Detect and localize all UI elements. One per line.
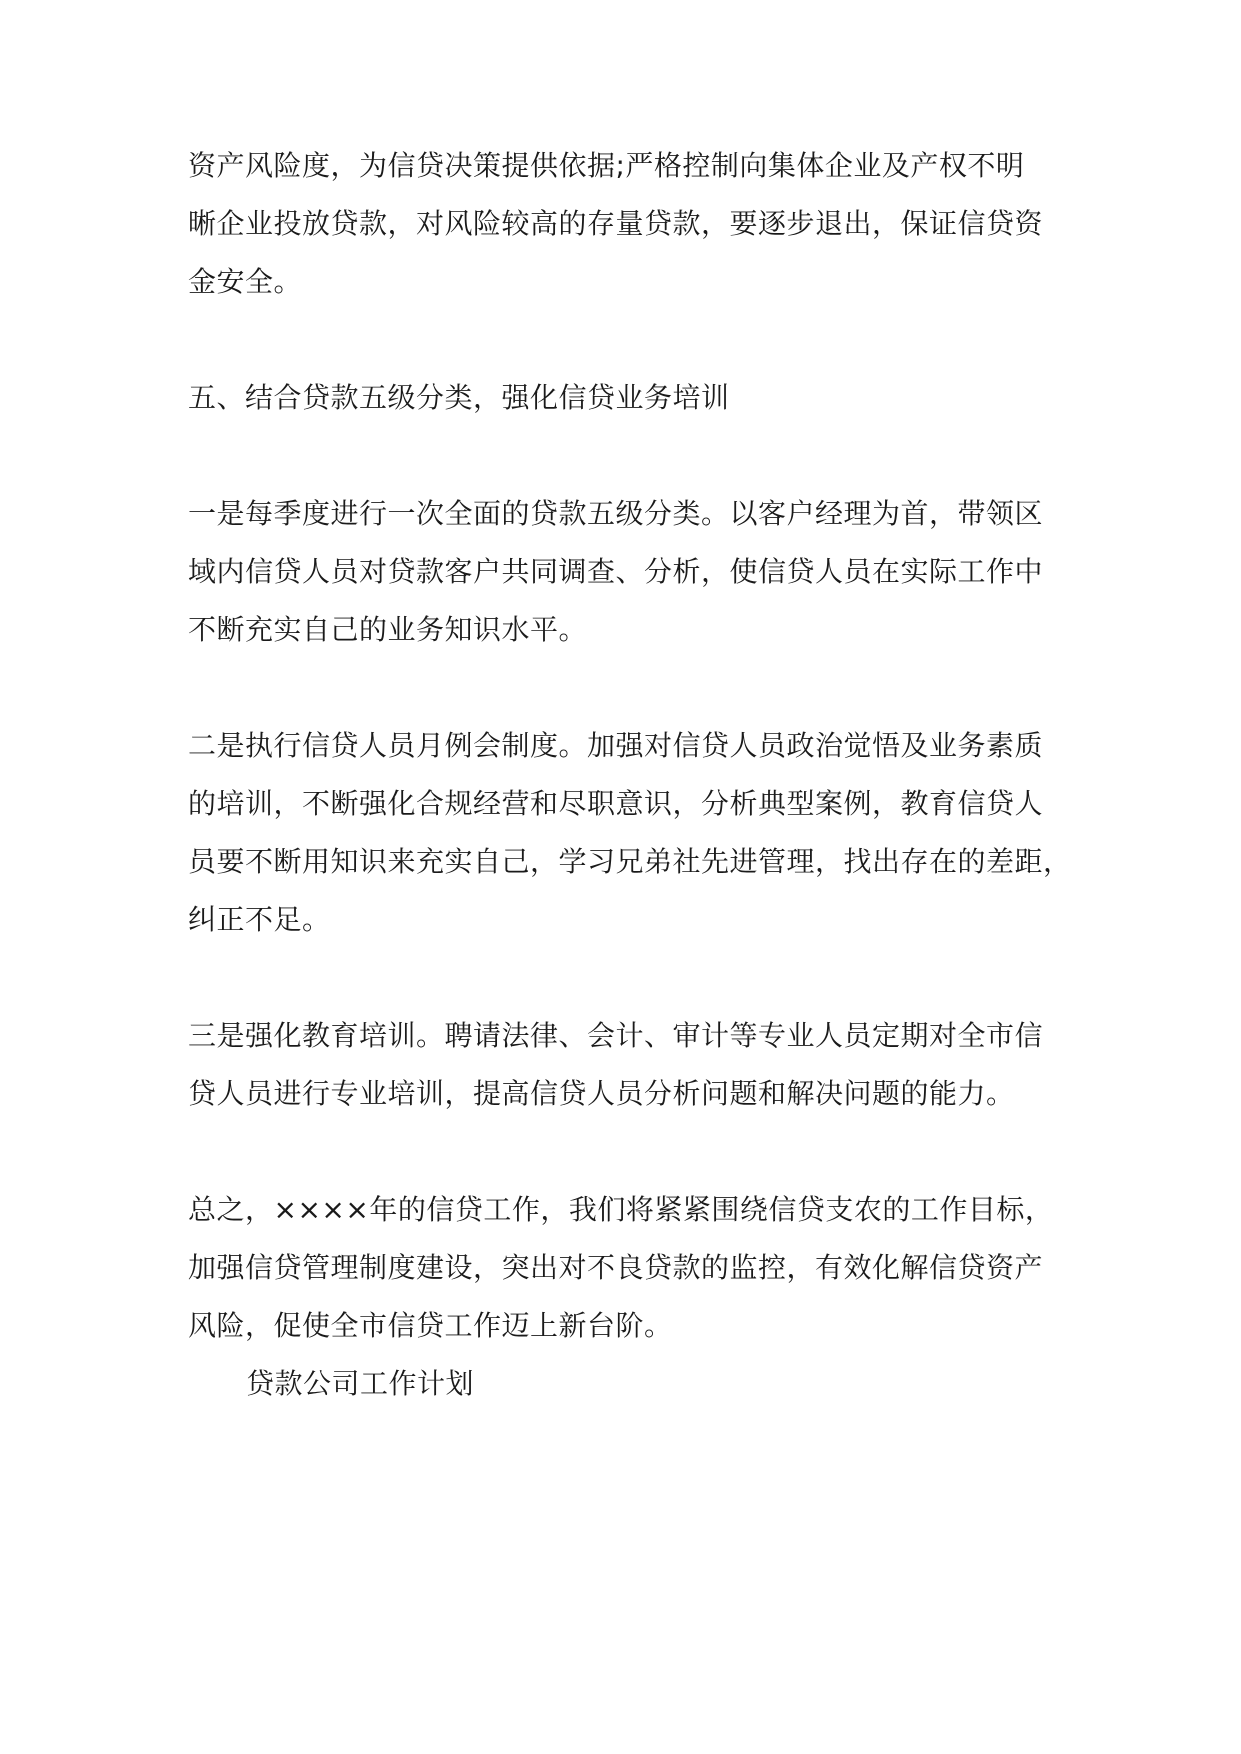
paragraph-line: 风险，促使全市信贷工作迈上新台阶。 [188,1309,673,1342]
paragraph-line: 域内信贷人员对贷款客户共同调查、分析，使信贷人员在实际工作中 [188,555,1044,588]
paragraph-line: 员要不断用知识来充实自己，学习兄弟社先进管理，找出存在的差距， [188,845,1072,878]
paragraph-line: 二是执行信贷人员月例会制度。加强对信贷人员政治觉悟及业务素质 [188,729,1044,762]
paragraph-line: 三是强化教育培训。聘请法律、会计、审计等专业人员定期对全市信 [188,1019,1044,1052]
paragraph-line: 一是每季度进行一次全面的贷款五级分类。以客户经理为首，带领区 [188,497,1044,530]
paragraph-line: 加强信贷管理制度建设，突出对不良贷款的监控，有效化解信贷资产 [188,1251,1044,1284]
document-title: 贷款公司工作计划 [246,1367,475,1400]
paragraph-line: 纠正不足。 [188,903,331,936]
paragraph-line: 资产风险度，为信贷决策提供依据;严格控制向集体企业及产权不明 [188,149,1025,182]
paragraph-line: 的培训，不断强化合规经营和尽职意识，分析典型案例，教育信贷人 [188,787,1044,820]
paragraph-line: 金安全。 [188,265,303,298]
paragraph-line: 不断充实自己的业务知识水平。 [188,613,588,646]
paragraph-line: 晰企业投放贷款，对风险较高的存量贷款，要逐步退出，保证信贷资 [188,207,1044,240]
paragraph-line: 总之，××××年的信贷工作，我们将紧紧围绕信贷支农的工作目标， [188,1193,1054,1226]
section-heading: 五、结合贷款五级分类，强化信贷业务培训 [188,381,730,414]
paragraph-line: 贷人员进行专业培训，提高信贷人员分析问题和解决问题的能力。 [188,1077,1015,1110]
